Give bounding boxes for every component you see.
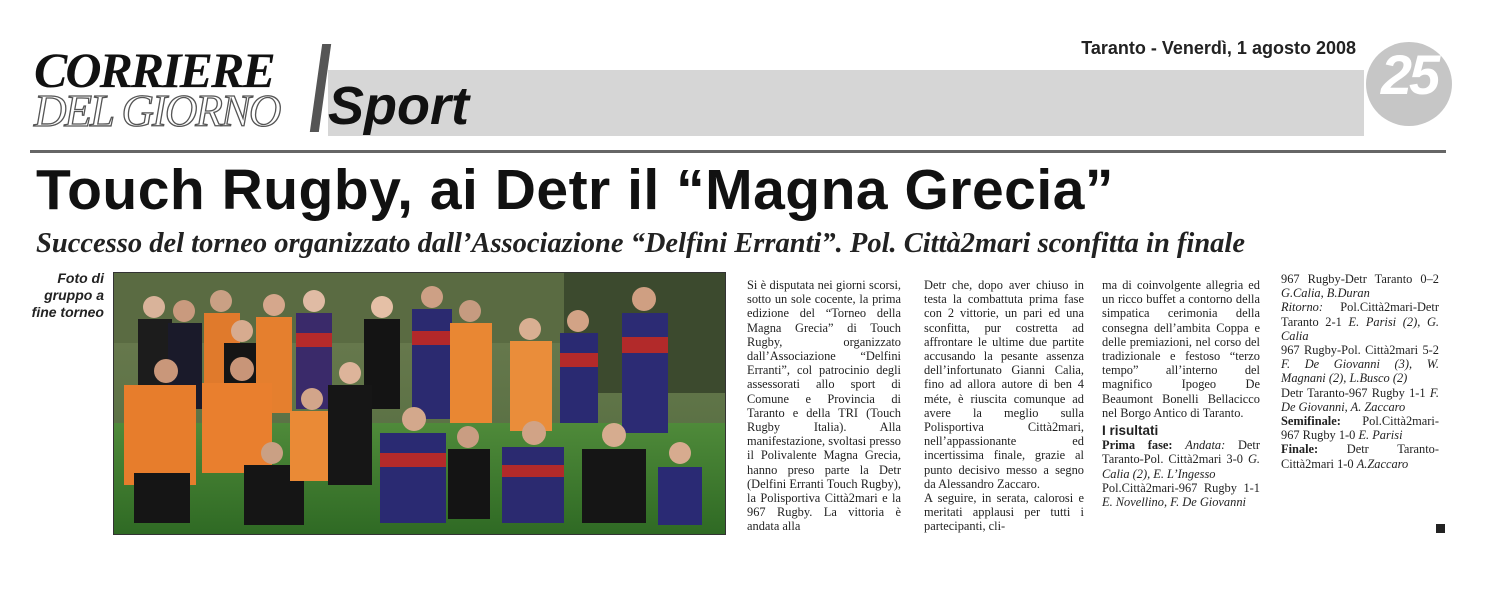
page-number: 25: [1380, 43, 1438, 106]
result-line: Detr Taranto-Pol. Città2mari 3-0: [1102, 438, 1260, 467]
semifinale-label: Semifinale:: [1281, 414, 1341, 429]
ritorno-label: Ritorno:: [1281, 300, 1323, 315]
result-line: Detr Taranto-Città2mari 1-0: [1281, 442, 1439, 471]
article-column-2: [924, 278, 1084, 534]
photo-caption: Foto di gruppo a fine torneo: [31, 270, 104, 320]
section-band: [328, 70, 1364, 136]
result-entry: [1281, 300, 1439, 343]
section-title: Sport: [328, 76, 469, 136]
dateline: Taranto - Venerdì, 1 agosto 2008: [1081, 38, 1356, 58]
finale-label: Finale:: [1281, 442, 1319, 457]
results-prima-fase: [1102, 438, 1260, 481]
article-column-4: [1281, 272, 1439, 471]
article-text: Si è disputata nei giorni scorsi, sotto un sole cocente, la prima edizione del “Torneo della Magna Grecia” di Touch Rugby, organizzato dall’Associazione “Delfini Erranti”, col patrocinio degli assessorati allo sport di Comune e Provincia di Taranto e della TRI (Touch Rugby Italia). Alla manifestazione, svoltasi presso il Polivalente Magna Grecia, hanno preso parte la Detr (Delfini Erranti Touch Rugby), la Polisportiva Città2mari e la 967 Rugby. La vittoria è andata alla: [747, 278, 901, 534]
result-line: Detr Taranto-967 Rugby 1-1: [1281, 385, 1426, 400]
result-line: 967 Rugby-Detr Taranto 0–2: [1281, 272, 1439, 286]
result-line: Pol.Città2mari-967 Rugby 1-1: [1102, 480, 1260, 495]
andata-label: Andata:: [1185, 438, 1226, 453]
article-column-3: [1102, 278, 1260, 509]
article-text: A seguire, in serata, calorosi e meritati applausi per tutti i partecipanti, cli-: [924, 491, 1084, 534]
newspaper-logo-line2: DEL GIORNO: [34, 86, 280, 136]
result-scorers: E. Parisi: [1358, 428, 1403, 443]
result-scorers: A.Zaccaro: [1356, 456, 1409, 471]
result-scorers: G.Calia, B.Duran: [1281, 286, 1370, 301]
result-entry: [1281, 414, 1439, 442]
results-title: I risultati: [1102, 423, 1159, 439]
result-scorers: G. Calia (2), E. L’Ingesso: [1102, 452, 1260, 481]
result-entry: [1281, 343, 1439, 386]
result-scorers: F. De Giovanni (3), W. Magnani (2), L.Busco (2): [1281, 357, 1439, 386]
headline: Touch Rugby, ai Detr il “Magna Grecia”: [36, 158, 1114, 222]
header-rule: [30, 150, 1446, 153]
article-text: ma di coinvolgente allegria ed un ricco buffet a contorno della simpatica cerimonia della consegna dell’ambita Coppa e delle premiazioni, nel corso del tradizionale e festoso “terzo tempo” all’interno del magnifico Ipogeo De Beaumont Bonelli Bellacicco nel Borgo Antico di Taranto.: [1102, 278, 1260, 420]
prima-fase-label: Prima fase:: [1102, 438, 1173, 453]
result-entry: [1281, 386, 1439, 414]
article-column-1: [747, 278, 901, 534]
result-scorers: E. Novellino, F. De Giovanni: [1102, 495, 1246, 510]
result-entry: [1281, 272, 1439, 300]
result-line: Pol.Città2mari-Detr Taranto 2-1: [1281, 300, 1439, 329]
article-end-mark: [1436, 524, 1445, 533]
result-scorers: F. De Giovanni, A. Zaccaro: [1281, 385, 1439, 414]
result-line: 967 Rugby-Pol. Città2mari 5-2: [1281, 343, 1439, 358]
result-entry: [1281, 442, 1439, 470]
result-scorers: E. Parisi (2), G. Calia: [1281, 314, 1440, 343]
result-line: Pol.Città2mari-967 Rugby 1-0: [1281, 414, 1439, 443]
result-entry: [1102, 481, 1260, 509]
team-group-photo: [113, 272, 726, 535]
newspaper-logo-line1: CORRIERE: [34, 42, 274, 98]
article-text: Detr che, dopo aver chiuso in testa la combattuta prima fase con 2 vittorie, un pari ed una sconfitta, pur costretta ad affrontare le ultime due partite accusando la pesante assenza dell’infortunato Gianni Calia, fino ad allora autore di ben 4 méte, è riuscita comunque ad avere la meglio sulla Polisportiva Città2mari, nell’appassionante ed incertissima finale, grazie al punto decisivo messo a segno da Alessandro Zaccaro.: [924, 278, 1084, 491]
subheadline: Successo del torneo organizzato dall’Associazione “Delfini Erranti”. Pol. Città2mari sconfitta in finale: [36, 228, 1245, 259]
